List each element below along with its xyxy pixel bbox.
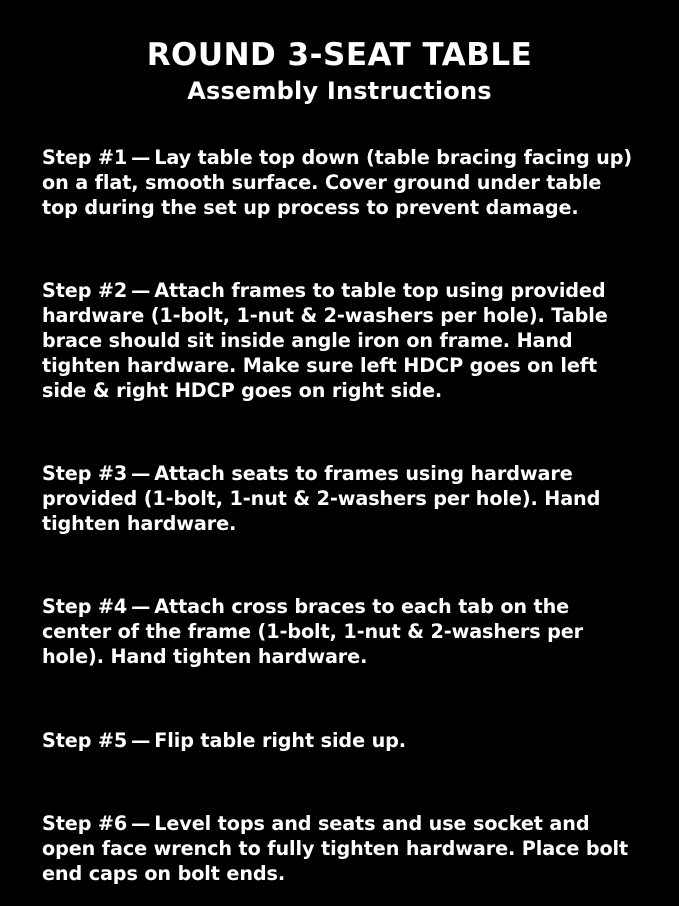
step-dash: —: [131, 811, 151, 835]
steps-list: [42, 126, 637, 905]
step-item: [42, 462, 637, 537]
step-dash: —: [131, 278, 151, 302]
step-text: Level tops and seats and use socket and open face wrench to fully tighten hardware. Place bolt end caps on bolt ends.: [42, 811, 629, 885]
step-label: Step #5: [42, 728, 128, 752]
step-dash: —: [131, 145, 151, 169]
step-text: Attach cross braces to each tab on the center of the frame (1-bolt, 1-nut & 2-washers per hole). Hand tighten hardware.: [42, 595, 584, 669]
page-subtitle: Assembly Instructions: [187, 77, 492, 106]
step-item: [42, 595, 637, 670]
step-label: Step #3: [42, 462, 128, 486]
step-item: [42, 729, 637, 754]
step-label: Step #1: [42, 145, 128, 169]
step-text: Lay table top down (table bracing facing up) on a flat, smooth surface. Cover ground under table top during the set up process to prevent damage.: [42, 145, 633, 219]
step-label: Step #2: [42, 278, 128, 302]
step-item: [42, 146, 637, 221]
page-title: ROUND 3-SEAT TABLE: [146, 37, 533, 73]
step-dash: —: [131, 595, 151, 619]
step-item: [42, 812, 637, 887]
step-text: Attach seats to frames using hardware provided (1-bolt, 1-nut & 2-washers per hole). Hand tighten hardware.: [42, 462, 601, 535]
step-dash: —: [131, 728, 151, 752]
step-label: Step #4: [42, 595, 128, 619]
step-dash: —: [131, 462, 151, 486]
step-label: Step #6: [42, 811, 128, 835]
step-text: Attach frames to table top using provided hardware (1-bolt, 1-nut & 2-washers per hole). Table brace should sit inside angle iron on frame. Hand tighten hardware. Make sure left HDCP goes on left side & right HDCP goes on right side.: [42, 278, 608, 402]
step-item: [42, 279, 637, 404]
step-text: Flip table right side up.: [154, 728, 406, 752]
